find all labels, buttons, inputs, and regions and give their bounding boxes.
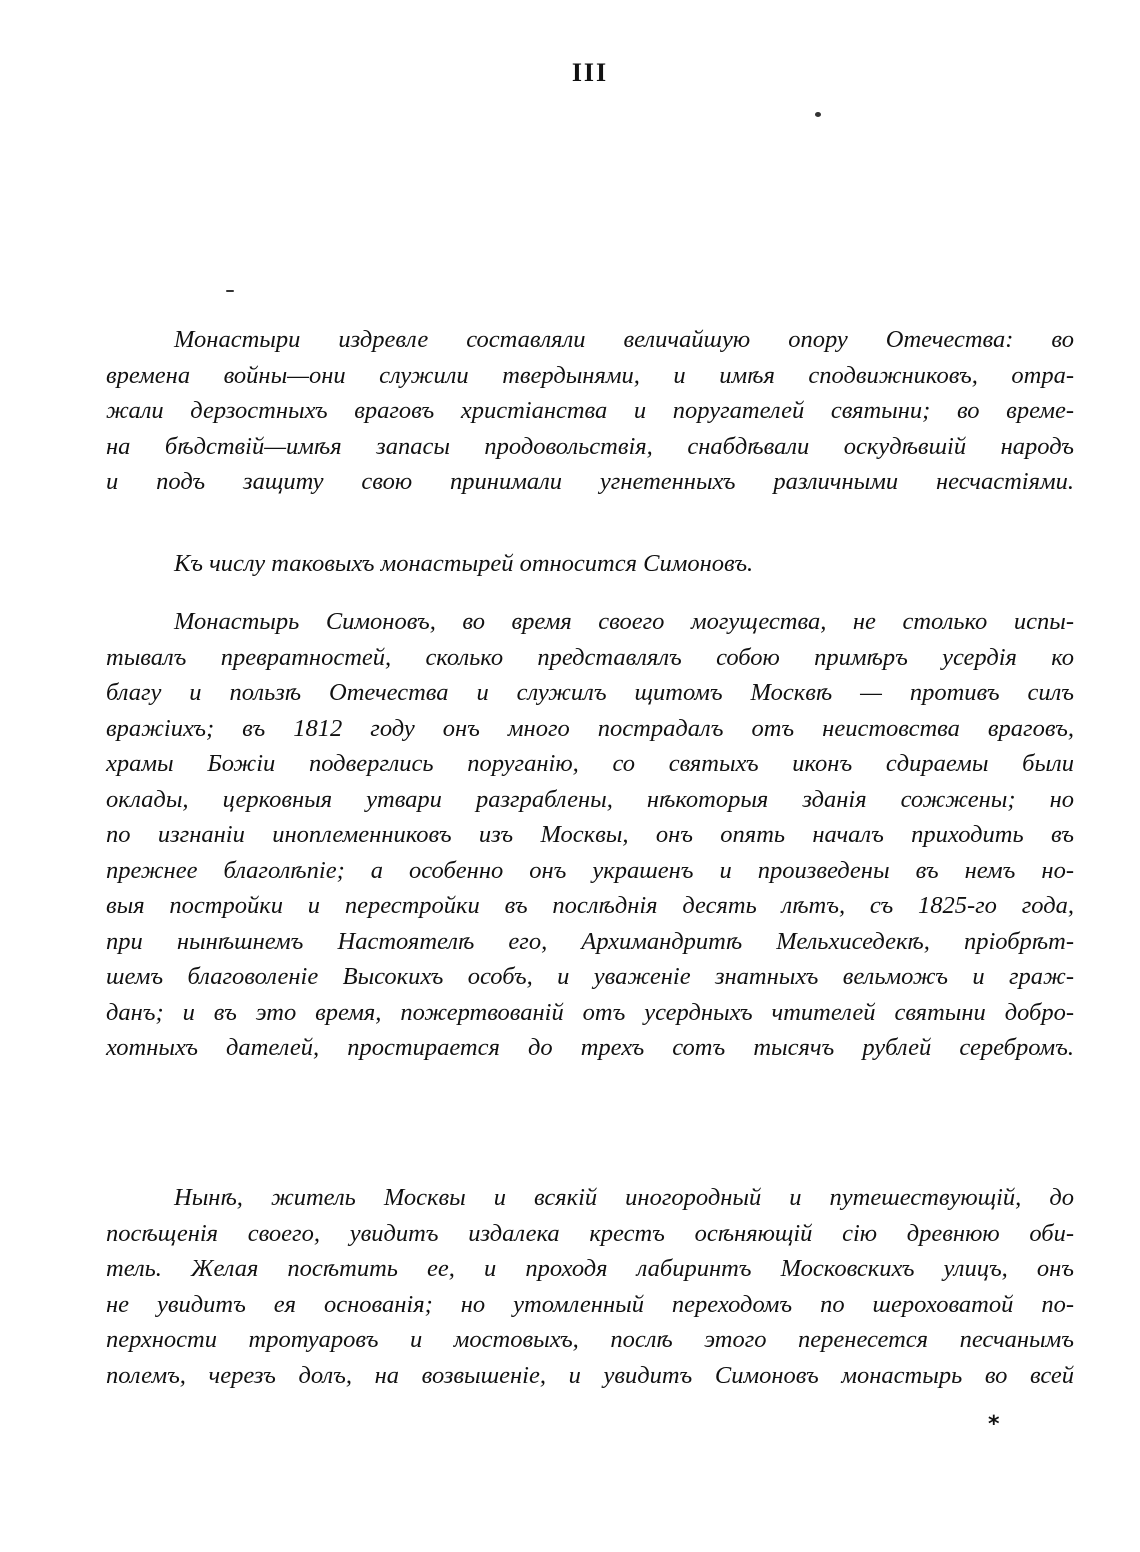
text-line: прежнее благолѣпіе; а особенно онъ украшенъ и произведены въ немъ но- <box>106 856 1074 884</box>
paragraph-1 <box>106 322 1074 500</box>
text-line: данъ; и въ это время, пожертвованій отъ усердныхъ чтителей святыни добро- <box>106 998 1074 1026</box>
text-line: шемъ благоволеніе Высокихъ особъ, и уваженіе знатныхъ вельможъ и граж- <box>106 963 1074 990</box>
text-line: Нынѣ, житель Москвы и всякій иногородный и путешествующій, до <box>174 1184 1074 1211</box>
text-line: хотныхъ дателей, простирается до трехъ сотъ тысячъ рублей серебромъ. <box>106 1034 1074 1061</box>
text-line: на бѣдствій—имѣя запасы продовольствія, снабдѣвали оскудѣвшій народъ <box>106 432 1074 460</box>
paragraph-4 <box>106 1180 1074 1393</box>
text-line: жали дерзостныхъ враговъ христіанства и поругателей святыни; во време- <box>106 397 1074 424</box>
text-line: и подъ защиту свою принимали угнетенныхъ различными несчастіями. <box>106 468 1074 495</box>
text-line: полемъ, черезъ долъ, на возвышеніе, и увидитъ Симоновъ монастырь во всей <box>106 1361 1074 1389</box>
text-line: храмы Божіи подверглись поруганію, со святыхъ иконъ сдираемы были <box>106 750 1074 777</box>
text-line: Монастырь Симоновъ, во время своего могущества, не столько испы- <box>174 608 1074 635</box>
text-line: посѣщенія своего, увидитъ издалека крестъ осѣняющій сію древнюю оби- <box>106 1219 1074 1247</box>
text-line: перхности тротуаровъ и мостовыхъ, послѣ этого перенесется песчанымъ <box>106 1326 1074 1353</box>
page-number: III <box>571 58 609 87</box>
ink-speck <box>815 112 821 117</box>
text-line: тель. Желая посѣтить ее, и проходя лабиринтъ Московскихъ улицъ, онъ <box>106 1255 1074 1282</box>
text-line: оклады, церковныя утвари разграблены, нѣкоторыя зданія сожжены; но <box>106 785 1074 813</box>
ink-speck <box>226 290 234 292</box>
paragraph-3 <box>106 604 1074 1066</box>
text-line: вражіихъ; въ 1812 году онъ много пострадалъ отъ неистовства враговъ, <box>106 714 1074 742</box>
text-line: не увидитъ ея основанія; но утомленный переходомъ по шероховатой по- <box>106 1290 1074 1318</box>
text-line: по изгнаніи иноплеменниковъ изъ Москвы, онъ опять началъ приходить въ <box>106 821 1074 848</box>
text-line: Монастыри издревле составляли величайшую опору Отечества: во <box>174 326 1074 353</box>
catchword-asterisk: * <box>988 1412 1000 1437</box>
paragraph-2 <box>106 546 1074 582</box>
text-line: благу и пользѣ Отечества и служилъ щитомъ Москвѣ — противъ силъ <box>106 679 1074 706</box>
text-line: тывалъ превратностей, сколько представлялъ собою примѣръ усердія ко <box>106 643 1074 671</box>
text-line: времена войны—они служили твердынями, и имѣя сподвижниковъ, отра- <box>106 361 1074 389</box>
text-line: выя постройки и перестройки въ послѣднія десять лѣтъ, съ 1825-го года, <box>106 892 1074 919</box>
text-line: при нынѣшнемъ Настоятелѣ его, Архимандритѣ Мельхиседекѣ, пріобрѣт- <box>106 927 1074 955</box>
text-line: Къ числу таковыхъ монастырей относится Симоновъ. <box>174 550 754 577</box>
